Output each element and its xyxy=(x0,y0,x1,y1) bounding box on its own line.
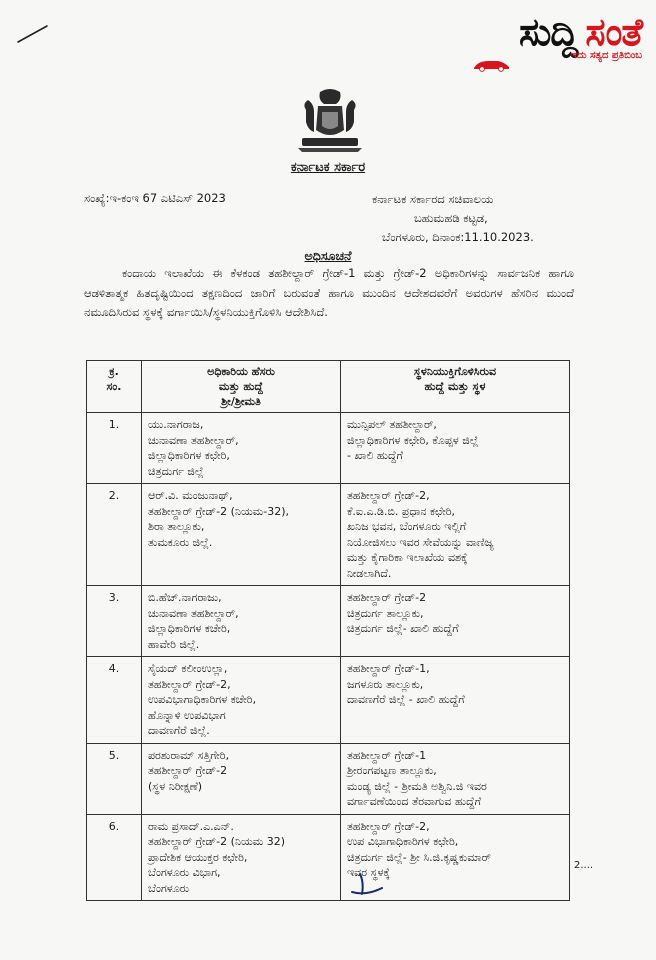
logo-name-part1: ಸುದ್ದಿ xyxy=(519,10,578,54)
posting-line: ಚಿತ್ರದುರ್ಗ ಜಿಲ್ಲೆ- ಖಾಲಿ ಹುದ್ದೆಗೆ xyxy=(347,622,459,635)
officer-line: ತಹಶೀಲ್ದಾರ್ ಗ್ರೇಡ್-2 xyxy=(148,764,228,777)
serial-cell: 1. xyxy=(87,413,142,484)
reference-number: ಸಂಖ್ಯೆ:ಇ-ಕಂಇ 67 ಎಟಿಎಸ್ 2023 xyxy=(84,191,226,205)
table-row xyxy=(87,657,570,744)
posting-line: ದಾವಣಗೆರೆ ಜಿಲ್ಲೆ - ಖಾಲಿ ಹುದ್ದೆಗೆ xyxy=(347,693,465,706)
officer-cell xyxy=(142,413,341,484)
header-posting xyxy=(341,361,570,413)
pen-stroke-mark xyxy=(16,22,50,44)
posting-line: ನಿಯೋಜಿಸಲು ಇವರ ಸೇವೆಯನ್ನು ವಾಣಿಜ್ಯ xyxy=(347,535,494,549)
posting-cell xyxy=(341,586,570,657)
transfer-table xyxy=(86,360,570,901)
officer-line: ದಾವಣಗೆರೆ ಜಿಲ್ಲೆ. xyxy=(148,724,210,737)
officer-line: ಜಿಲ್ಲಾಧಿಕಾರಿಗಳ ಕಛೇರಿ, xyxy=(148,449,230,462)
header-line: ಹುದ್ದೆ ಮತ್ತು ಸ್ಥಳ xyxy=(424,380,486,393)
posting-line: ತಹಶೀಲ್ದಾರ್ ಗ್ರೇಡ್-2 xyxy=(347,591,427,604)
header-line: ಸ್ಥಳನಿಯುಕ್ತಿಗೊಳಿಸಿರುವ xyxy=(413,365,497,378)
header-line: ಅಧಿಕಾರಿಯ ಹೆಸರು xyxy=(207,365,275,378)
officer-line: ತುಮಕೂರು ಜಿಲ್ಲೆ. xyxy=(148,535,213,549)
posting-line: ವರ್ಗಾವಣೆಯಿಂದ ತೆರವಾಗುವ ಹುದ್ದೆಗೆ xyxy=(347,795,482,808)
officer-cell xyxy=(142,484,341,586)
address-line: ಕರ್ನಾಟಕ ಸರ್ಕಾರದ ಸಚಿವಾಲಯ xyxy=(372,192,494,206)
posting-line: ಉಪ ವಿಭಾಗಾಧಿಕಾರಿಗಳ ಕಛೇರಿ, xyxy=(347,835,459,848)
officer-cell xyxy=(142,814,341,901)
header-line: ಮತ್ತು ಹುದ್ದೆ xyxy=(218,380,264,393)
header-line: ಶ್ರೀ/ಶ್ರೀಮತಿ xyxy=(221,395,261,408)
address-line: ಬಹುಮಹಡಿ ಕಟ್ಟಡ, xyxy=(414,211,488,225)
officer-line: ಪ್ರಾದೇಶಿಕ ಆಯುಕ್ತರ ಕಛೇರಿ, xyxy=(148,850,248,864)
table-row xyxy=(87,413,570,484)
table-row xyxy=(87,743,570,814)
posting-line: ಮತ್ತು ಕೈಗಾರಿಕಾ ಇಲಾಖೆಯ ವಶಕ್ಕೆ xyxy=(347,551,468,564)
officer-cell xyxy=(142,743,341,814)
posting-line: - ಖಾಲಿ ಹುದ್ದೆಗೆ xyxy=(347,449,403,462)
officer-line: ಯು.ನಾಗರಾಜ, xyxy=(148,418,204,431)
officer-line: ಚಿತ್ರದುರ್ಗ ಜಿಲ್ಲೆ xyxy=(148,464,204,478)
table-row xyxy=(87,586,570,657)
posting-line: ಖನಿಜ ಭವನ, ಬೆಂಗಳೂರು ಇಲ್ಲಿಗೆ xyxy=(347,520,467,533)
header-serial xyxy=(87,361,142,413)
officer-line: ಚುನಾವಣಾ ತಹಶೀಲ್ದಾರ್, xyxy=(148,606,239,620)
officer-line: ಶಿರಾ ತಾಲ್ಲೂಕು, xyxy=(148,520,205,533)
serial-cell: 2. xyxy=(87,484,142,586)
officer-line: (ಸ್ಥಳ ನಿರೀಕ್ಷಣೆ) xyxy=(148,779,203,793)
next-page-indicator: 2.... xyxy=(574,860,594,871)
posting-line: ಶ್ರೀರಂಗಪಟ್ಟಣ ತಾಲ್ಲೂಕು, xyxy=(347,764,437,777)
officer-line: ಬಿ.ಹೆಚ್.ನಾಗರಾಜು, xyxy=(148,591,222,604)
serial-cell: 3. xyxy=(87,586,142,657)
address-line: ಬೆಂಗಳೂರು, ದಿನಾಂಕ:11.10.2023. xyxy=(382,230,534,244)
officer-line: ಉಪವಿಭಾಗಾಧಿಕಾರಿಗಳ ಕಚೇರಿ, xyxy=(148,693,257,706)
signature-mark xyxy=(348,872,388,900)
table-row xyxy=(87,484,570,586)
header-officer-name xyxy=(142,361,341,413)
officer-line: ರಾಮ ಪ್ರಸಾದ್.ಎ.ಎನ್. xyxy=(148,819,234,833)
posting-line: ಮುನ್ಸಿಪಲ್ ತಹಶೀಲ್ದಾರ್, xyxy=(347,418,437,431)
posting-cell xyxy=(341,657,570,744)
officer-line: ಬೆಂಗಳೂರು ವಿಭಾಗ, xyxy=(148,866,221,879)
posting-line: ತಹಶೀಲ್ದಾರ್ ಗ್ರೇಡ್-1, xyxy=(347,662,430,675)
government-title: ಕರ್ನಾಟಕ ಸರ್ಕಾರ xyxy=(290,160,366,175)
table-row xyxy=(87,814,570,901)
logo-name-part2: ಸಂತೆ xyxy=(585,10,642,54)
officer-line: ಹೊನ್ನಾಳಿ ಉಪವಿಭಾಗ xyxy=(148,708,226,722)
posting-line: ತಹಶೀಲ್ದಾರ್ ಗ್ರೇಡ್-2, xyxy=(347,489,430,502)
posting-line: ತಹಶೀಲ್ದಾರ್ ಗ್ರೇಡ್-2, xyxy=(347,819,430,833)
posting-line: ಜಿಲ್ಲಾಧಿಕಾರಿಗಳ ಕಛೇರಿ, ಕೊಪ್ಪಳ ಜಿಲ್ಲೆ xyxy=(347,433,479,447)
officer-cell xyxy=(142,586,341,657)
government-emblem-icon xyxy=(292,86,368,154)
posting-cell xyxy=(341,743,570,814)
officer-line: ಹಾವೇರಿ ಜಿಲ್ಲೆ. xyxy=(148,637,200,651)
serial-cell: 6. xyxy=(87,814,142,901)
posting-line: ತಹಶೀಲ್ದಾರ್ ಗ್ರೇಡ್-1 xyxy=(347,748,427,762)
officer-line: ತಹಶೀಲ್ದಾರ್ ಗ್ರೇಡ್-2, xyxy=(148,677,231,691)
logo-tagline: ಇದು ಸತ್ಯದ ಪ್ರತಿಬಿಂಬ xyxy=(570,50,642,61)
header-line: ಕ್ರ. xyxy=(109,365,119,378)
posting-line: ಕೆ.ಐ.ಎ.ಡಿ.ಬಿ. ಪ್ರಧಾನ ಕಛೇರಿ, xyxy=(347,504,456,518)
car-icon xyxy=(472,58,512,72)
posting-line: ಜಗಳೂರು ತಾಲ್ಲೂಕು, xyxy=(347,677,424,691)
officer-line: ಪರಶುರಾಮ್ ಸತ್ತಿಗೇರಿ, xyxy=(148,748,230,762)
officer-line: ಚುನಾವಣಾ ತಹಶೀಲ್ದಾರ್, xyxy=(148,433,239,447)
posting-cell xyxy=(341,484,570,586)
news-logo xyxy=(432,12,642,61)
officer-line: ಸೈಯದ್ ಕಲೀಂಉಲ್ಲಾ, xyxy=(148,662,228,675)
notification-title: ಅಧಿಸೂಚನೆ xyxy=(304,248,352,263)
table-body xyxy=(87,413,570,901)
officer-line: ತಹಶೀಲ್ದಾರ್ ಗ್ರೇಡ್-2 (ನಿಯಮ-32), xyxy=(148,504,290,518)
posting-line: ಚಿತ್ರದುರ್ಗ ಜಿಲ್ಲೆ- ಶ್ರೀ ಸಿ.ಜಿ.ಕೃಷ್ಣಕುಮಾರ್ xyxy=(347,850,492,864)
posting-line: ನೀಡಲಾಗಿದೆ. xyxy=(347,566,392,580)
officer-line: ಬೆಂಗಳೂರು xyxy=(148,881,190,895)
serial-cell: 4. xyxy=(87,657,142,744)
posting-line: ಇವರ ಸ್ಥಳಕ್ಕೆ xyxy=(347,866,390,879)
officer-line: ಜಿಲ್ಲಾಧಿಕಾರಿಗಳ ಕಚೇರಿ, xyxy=(148,622,231,635)
officer-line: ಆರ್.ವಿ. ಮಂಜುನಾಥ್, xyxy=(148,489,233,502)
serial-cell: 5. xyxy=(87,743,142,814)
notification-body: ಕಂದಾಯ ಇಲಾಖೆಯ ಈ ಕೆಳಕಂಡ ತಹಶೀಲ್ದಾರ್ ಗ್ರೇಡ್-1 ಮತ್ತು ಗ್ರೇಡ್-2 ಅಧಿಕಾರಿಗಳನ್ನು ಸಾರ್ವಜನಿಕ ಹಾಗೂ ಆಡಳಿತಾತ್ಮಕ ಹಿತದೃಷ್ಟಿಯಿಂದ ತಕ್ಷಣದಿಂದ ಜಾರಿಗೆ ಬರುವಂತೆ ಹಾಗೂ ಮುಂದಿನ ಆದೇಶದವರೆಗೆ ಅವರುಗಳ ಹೆಸರಿನ ಮುಂದೆ ನಮೂದಿಸಿರುವ ಸ್ಥಳಕ್ಕೆ ವರ್ಗಾಯಿಸಿ/ಸ್ಥಳನಿಯುಕ್ತಿಗೊಳಿಸಿ ಆದೇಶಿಸಿದೆ. xyxy=(84,266,574,319)
header-line: ಸಂ. xyxy=(106,380,122,393)
officer-line: ತಹಶೀಲ್ದಾರ್ ಗ್ರೇಡ್-2 (ನಿಯಮ 32) xyxy=(148,835,286,848)
office-address xyxy=(372,190,568,247)
posting-cell xyxy=(341,413,570,484)
posting-line: ಚಿತ್ರದುರ್ಗ ತಾಲ್ಲೂಕು, xyxy=(347,606,424,620)
posting-line: ಮಂಡ್ಯ ಜಿಲ್ಲೆ - ಶ್ರೀಮತಿ ಅಶ್ವಿನಿ.ಜಿ ಇವರ xyxy=(347,779,487,793)
officer-cell xyxy=(142,657,341,744)
table-header-row xyxy=(87,361,570,413)
